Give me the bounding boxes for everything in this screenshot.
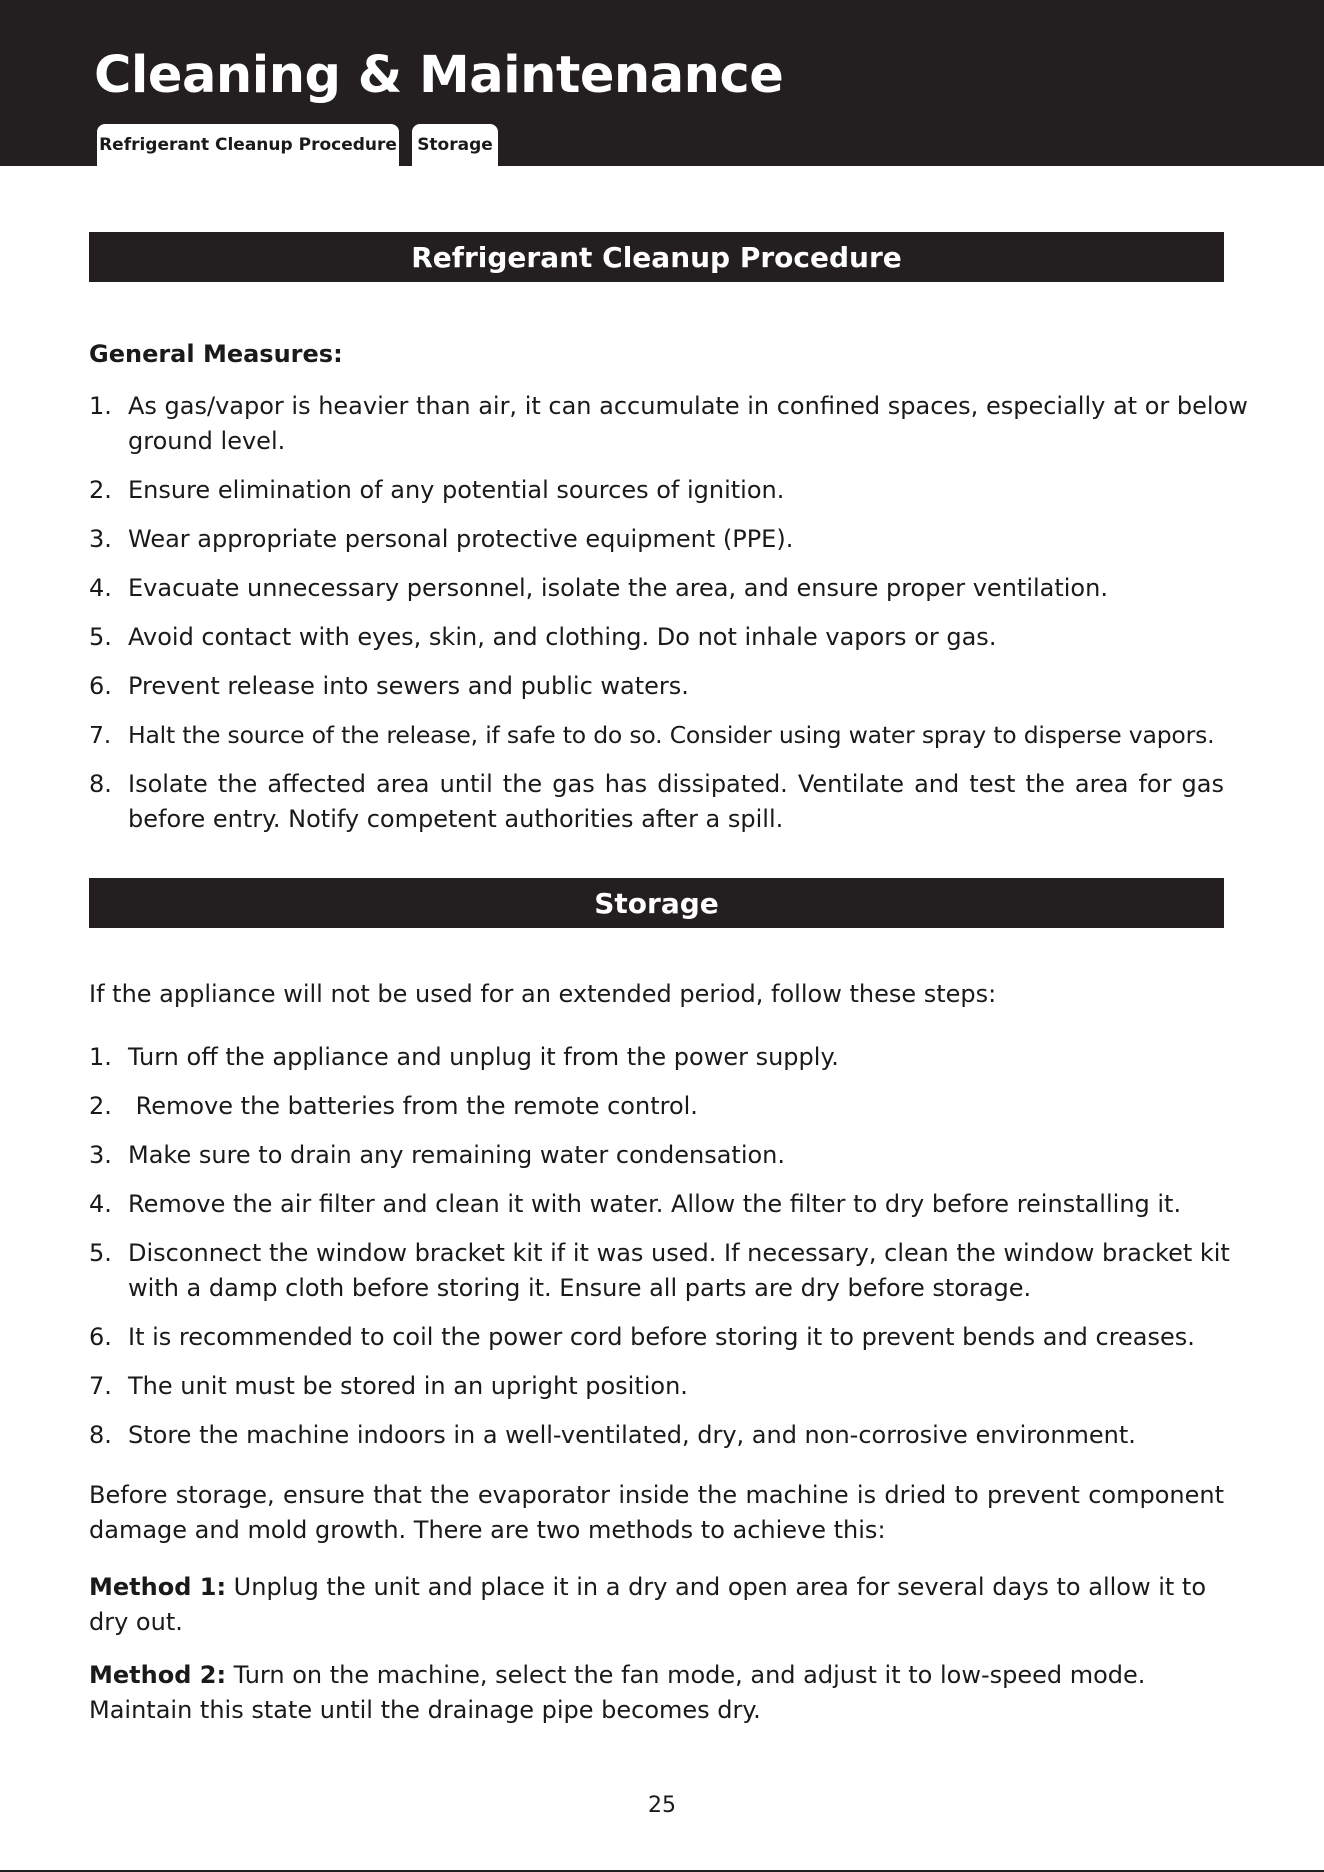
before-storage-paragraph: Before storage, ensure that the evaporator inside the machine is dried to prevent component damage and mold growth. There are two methods to achieve this: — [89, 1481, 1224, 1544]
item-text: Remove the batteries from the remote control. — [128, 1092, 698, 1120]
item-text: It is recommended to coil the power cord before storing it to prevent bends and creases. — [128, 1323, 1195, 1351]
list-item — [89, 1089, 1239, 1124]
item-number: 8. — [89, 770, 112, 798]
item-number: 2. — [89, 1092, 112, 1120]
tab-refrigerant-cleanup[interactable]: Refrigerant Cleanup Procedure — [97, 124, 399, 166]
item-number: 5. — [89, 1239, 112, 1267]
list-item — [89, 620, 1239, 655]
item-text: Disconnect the window bracket kit if it was used. If necessary, clean the window bracket kit with a damp cloth before storing it. Ensure all parts are dry before storage. — [128, 1239, 1230, 1302]
page-header — [0, 0, 1324, 166]
item-text: As gas/vapor is heavier than air, it can accumulate in confined spaces, especially at or below ground level. — [128, 392, 1248, 455]
list-item — [89, 1320, 1239, 1355]
page-number: 25 — [648, 1793, 676, 1818]
list-item — [89, 669, 1239, 704]
item-number: 6. — [89, 672, 112, 700]
list-item — [89, 1187, 1239, 1222]
storage-steps-list — [89, 1040, 1239, 1467]
list-item — [89, 1138, 1239, 1173]
list-item — [89, 473, 1239, 508]
list-item — [89, 522, 1239, 557]
item-text: Remove the air filter and clean it with water. Allow the filter to dry before reinstalling it. — [128, 1190, 1182, 1218]
method-2-paragraph — [89, 1658, 1224, 1728]
method-1-paragraph — [89, 1570, 1224, 1640]
item-number: 3. — [89, 525, 112, 553]
item-text: Prevent release into sewers and public waters. — [128, 672, 689, 700]
storage-intro: If the appliance will not be used for an extended period, follow these steps: — [89, 980, 997, 1008]
item-text: Make sure to drain any remaining water condensation. — [128, 1141, 786, 1169]
item-number: 1. — [89, 392, 112, 420]
list-item — [89, 767, 1224, 837]
item-text: Avoid contact with eyes, skin, and clothing. Do not inhale vapors or gas. — [128, 623, 997, 651]
item-number: 8. — [89, 1421, 112, 1449]
list-item — [89, 1236, 1263, 1306]
item-number: 1. — [89, 1043, 112, 1071]
list-item — [89, 718, 1239, 753]
method-2-label: Method 2: — [89, 1661, 227, 1689]
general-measures-heading: General Measures: — [89, 340, 343, 368]
item-text: Wear appropriate personal protective equipment (PPE). — [128, 525, 794, 553]
list-item — [89, 1040, 1239, 1075]
method-2-text: Turn on the machine, select the fan mode, and adjust it to low-speed mode. Maintain this state until the drainage pipe becomes dry. — [89, 1661, 1146, 1724]
item-text: Halt the source of the release, if safe to do so. Consider using water spray to disperse vapors. — [128, 721, 1215, 749]
item-number: 7. — [89, 1372, 112, 1400]
page-title: Cleaning & Maintenance — [94, 46, 784, 105]
item-text: The unit must be stored in an upright position. — [128, 1372, 688, 1400]
item-number: 4. — [89, 574, 112, 602]
method-1-text: Unplug the unit and place it in a dry and open area for several days to allow it to dry out. — [89, 1573, 1207, 1636]
item-number: 6. — [89, 1323, 112, 1351]
item-number: 4. — [89, 1190, 112, 1218]
list-item — [89, 571, 1239, 606]
section-title-storage: Storage — [89, 878, 1224, 928]
item-number: 3. — [89, 1141, 112, 1169]
item-number: 5. — [89, 623, 112, 651]
list-item — [89, 389, 1263, 459]
item-text: Ensure elimination of any potential sources of ignition. — [128, 476, 785, 504]
item-number: 7. — [89, 721, 112, 749]
item-text: Turn off the appliance and unplug it from the power supply. — [128, 1043, 839, 1071]
item-number: 2. — [89, 476, 112, 504]
list-item — [89, 1418, 1239, 1453]
item-text: Isolate the affected area until the gas has dissipated. Ventilate and test the area for gas before entry. Notify competent authorities after a spill. — [128, 770, 1224, 833]
general-measures-list — [89, 389, 1248, 851]
tab-storage[interactable]: Storage — [412, 124, 498, 166]
item-text: Store the machine indoors in a well-ventilated, dry, and non-corrosive environment. — [128, 1421, 1136, 1449]
list-item — [89, 1369, 1239, 1404]
item-text: Evacuate unnecessary personnel, isolate the area, and ensure proper ventilation. — [128, 574, 1108, 602]
section-title-refrigerant: Refrigerant Cleanup Procedure — [89, 232, 1224, 282]
method-1-label: Method 1: — [89, 1573, 227, 1601]
